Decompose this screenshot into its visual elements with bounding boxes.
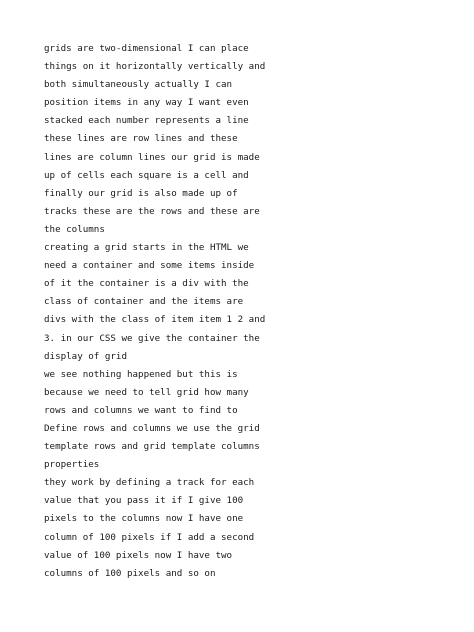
- text-line: things on it horizontally vertically and: [44, 61, 266, 73]
- text-line: pixels to the columns now I have one: [44, 513, 244, 525]
- text-line: value of 100 pixels now I have two: [44, 549, 233, 561]
- text-line: need a container and some items inside: [44, 260, 255, 272]
- text-line: lines are column lines our grid is made: [44, 151, 260, 163]
- text-line: tracks these are the rows and these are: [44, 205, 260, 217]
- text-line: these lines are row lines and these: [44, 133, 238, 145]
- text-line: stacked each number represents a line: [44, 115, 249, 127]
- text-line: properties: [44, 459, 100, 471]
- text-line: class of container and the items are: [44, 296, 244, 308]
- text-line: they work by defining a track for each: [44, 477, 255, 489]
- text-line: of it the container is a div with the: [44, 278, 249, 290]
- text-line: both simultaneously actually I can: [44, 79, 233, 91]
- text-line: value that you pass it if I give 100: [44, 495, 244, 507]
- text-line: we see nothing happened but this is: [44, 368, 238, 380]
- text-line: up of cells each square is a cell and: [44, 169, 249, 181]
- text-line: columns of 100 pixels and so on: [44, 567, 216, 579]
- text-line: divs with the class of item item 1 2 and: [44, 314, 266, 326]
- text-line: rows and columns we want to find to: [44, 404, 238, 416]
- text-line: grids are two-dimensional I can place: [44, 43, 249, 54]
- text-line: column of 100 pixels if I add a second: [44, 531, 255, 543]
- text-line: finally our grid is also made up of: [44, 187, 238, 199]
- text-line: template rows and grid template columns: [44, 441, 260, 453]
- text-line: 3. in our CSS we give the container the: [44, 332, 260, 344]
- text-line: Define rows and columns we use the grid: [44, 422, 260, 434]
- transcript-text: [44, 40, 454, 583]
- text-line: display of grid: [44, 350, 127, 362]
- text-line: because we need to tell grid how many: [44, 386, 249, 398]
- text-line: position items in any way I want even: [44, 97, 249, 109]
- text-line: the columns: [44, 223, 105, 235]
- text-line: creating a grid starts in the HTML we: [44, 242, 249, 254]
